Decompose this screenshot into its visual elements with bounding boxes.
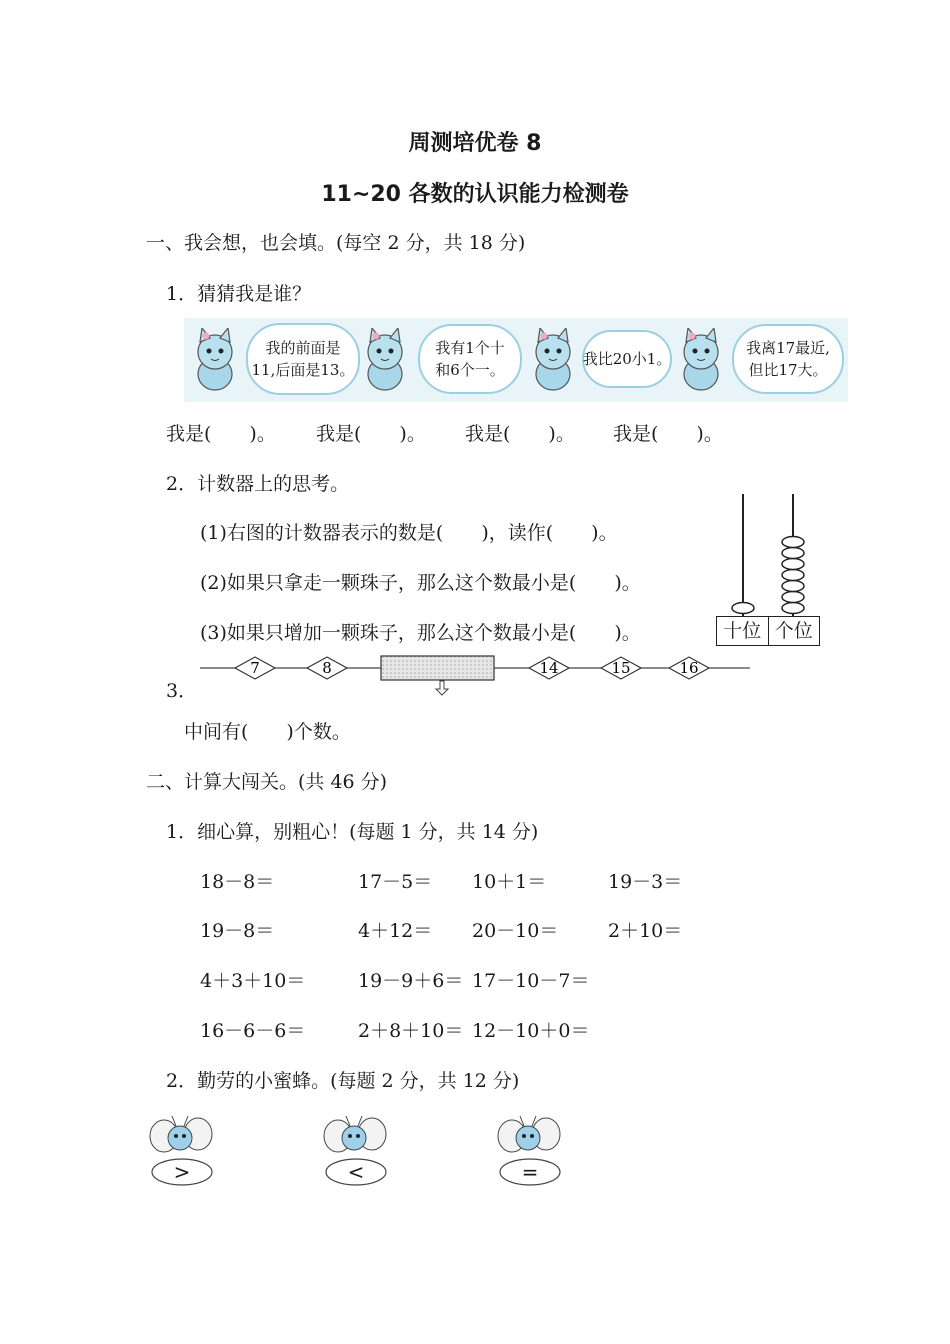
calc-label: 1．细心算，别粗心！(每题 1 分，共 14 分)	[166, 821, 539, 843]
abacus-rods	[716, 494, 820, 616]
number-label: 7	[250, 659, 260, 677]
number-label: 14	[539, 659, 559, 677]
number-label: 8	[322, 659, 332, 677]
arrow-down-icon	[436, 681, 448, 695]
exercise: 10＋1＝	[472, 871, 547, 893]
exercise: 19－9＋6＝	[358, 970, 464, 992]
guess-strip	[184, 318, 848, 402]
number-line	[198, 652, 754, 698]
exercise: 4＋12＝	[358, 920, 433, 942]
q2-item-3: (3)如果只增加一颗珠子，那么这个数最小是( )。	[200, 622, 641, 644]
q1-label: 1．猜猜我是谁？	[166, 283, 312, 305]
cat-icon	[528, 328, 578, 392]
abacus-bead	[782, 537, 804, 548]
number-diamond	[307, 657, 347, 679]
abacus-bead	[782, 570, 804, 581]
speech-bubble-1: 我的前面是 11,后面是13。	[246, 323, 360, 395]
exercise: 2＋8＋10＝	[358, 1020, 464, 1042]
bee-label: 2．勤劳的小蜜蜂。(每题 2 分，共 12 分)	[166, 1070, 520, 1092]
ones-label: 个位	[774, 620, 813, 642]
exercise: 19－3＝	[608, 871, 683, 893]
speech-bubble-3: 我比20小1。	[582, 330, 672, 388]
speech-bubble-2: 我有1个十 和6个一。	[418, 324, 522, 394]
exercise: 18－8＝	[200, 871, 275, 893]
abacus-bead	[782, 548, 804, 559]
bee-card-1	[146, 1110, 226, 1190]
exercise: 12－10＋0＝	[472, 1020, 590, 1042]
answer-blank-3[interactable]: 我是( )。	[465, 423, 575, 445]
answer-blank-4[interactable]: 我是( )。	[613, 423, 723, 445]
exercise: 19－8＝	[200, 920, 275, 942]
number-diamond	[235, 657, 275, 679]
number-diamond	[669, 657, 709, 679]
tens-beads	[732, 603, 754, 614]
sign-less: <	[347, 1160, 365, 1184]
exercise: 2＋10＝	[608, 920, 683, 942]
abacus-bead	[782, 581, 804, 592]
exercise: 17－5＝	[358, 871, 433, 893]
number-diamond	[529, 657, 569, 679]
q2-item-1: (1)右图的计数器表示的数是( )，读作( )。	[200, 522, 618, 544]
abacus	[716, 494, 820, 646]
cat-icon	[360, 328, 410, 392]
sign-equal: =	[521, 1160, 539, 1184]
tens-label: 十位	[717, 617, 769, 645]
number-label: 16	[679, 659, 699, 677]
cat-icon	[676, 328, 726, 392]
bee-card-2	[320, 1110, 400, 1190]
page-title: 周测培优卷 8	[408, 131, 542, 156]
q3-text: 中间有( )个数。	[184, 721, 351, 743]
answer-blank-2[interactable]: 我是( )。	[316, 423, 426, 445]
abacus-bead	[782, 592, 804, 603]
sign-greater: >	[173, 1160, 191, 1184]
q2-label: 2．计数器上的思考。	[166, 473, 350, 495]
abacus-bead	[782, 603, 804, 614]
section2-heading: 二、计算大闯关。(共 46 分)	[146, 771, 388, 793]
abacus-bead	[732, 603, 754, 614]
number-label: 15	[611, 659, 631, 677]
bee-card-3	[494, 1110, 574, 1190]
exercise: 16－6－6＝	[200, 1020, 306, 1042]
page-subtitle: 11~20 各数的认识能力检测卷	[321, 182, 629, 207]
section1-heading: 一、我会想，也会填。(每空 2 分，共 18 分)	[146, 232, 526, 254]
cat-icon	[190, 328, 240, 392]
ones-beads	[782, 537, 804, 614]
exercise: 4＋3＋10＝	[200, 970, 306, 992]
q3-number: 3．	[166, 680, 198, 702]
abacus-bead	[782, 559, 804, 570]
exercise: 17－10－7＝	[472, 970, 590, 992]
answer-blank-1[interactable]: 我是( )。	[166, 423, 276, 445]
exercise: 20－10＝	[472, 920, 559, 942]
q2-item-2: (2)如果只拿走一颗珠子，那么这个数最小是( )。	[200, 572, 641, 594]
speech-bubble-4: 我离17最近, 但比17大。	[732, 324, 844, 394]
number-diamond	[601, 657, 641, 679]
